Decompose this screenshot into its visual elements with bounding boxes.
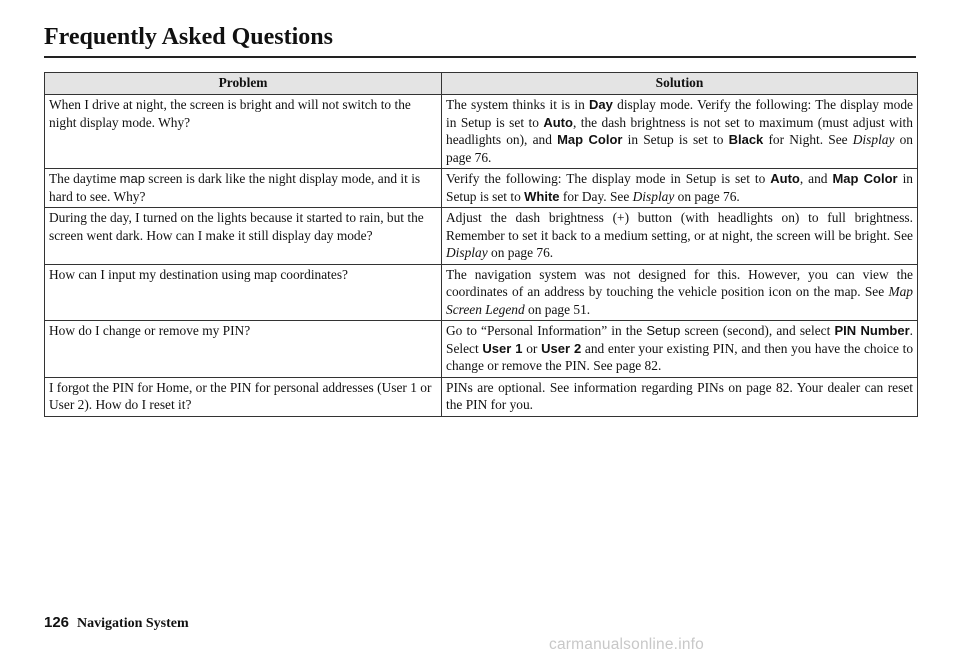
table-row — [45, 264, 918, 321]
page-footer — [44, 614, 189, 632]
solution-text: display mode. Verify the following: The display mode in Setup is set to — [446, 97, 913, 130]
cross-reference: Display — [446, 245, 488, 260]
solution-text: , and — [799, 171, 833, 186]
solution-cell — [442, 169, 918, 208]
ui-keyword: map — [119, 171, 145, 186]
solution-text: on page 51. — [524, 301, 591, 317]
table-header-row — [45, 73, 918, 95]
solution-cell — [442, 208, 918, 265]
cross-reference: Display — [852, 132, 895, 147]
table-row — [45, 169, 918, 208]
solution-text: and enter your existing PIN, and then you have the choice to change or remove the PIN. See page 82. — [446, 340, 914, 373]
solution-cell: PINs are optional. See information regarding PINs on page 82. Your dealer can reset the PIN for you. — [442, 377, 918, 416]
solution-cell — [442, 321, 918, 378]
cross-reference: Map Screen Legend — [446, 284, 913, 317]
solution-cell — [442, 264, 918, 321]
problem-text: screen is dark like the night display mode, and it is hard to see. Why? — [49, 171, 421, 204]
solution-text: in Setup is set to — [622, 132, 729, 147]
ui-keyword: User 2 — [541, 340, 582, 356]
solution-text: on page 76. — [446, 132, 913, 165]
solution-text: Go to “Personal Information” in the — [446, 323, 647, 338]
cross-reference: Display — [632, 188, 675, 204]
header-problem: Problem — [45, 73, 442, 95]
solution-text: for Night. See — [763, 132, 853, 147]
title-rule — [44, 56, 916, 58]
page-title: Frequently Asked Questions — [44, 24, 333, 50]
problem-cell: How do I change or remove my PIN? — [45, 321, 442, 378]
solution-text: . Select — [446, 323, 913, 356]
table-row — [45, 95, 918, 169]
ui-keyword: PIN Number — [834, 323, 910, 338]
ui-keyword: Map Color — [832, 171, 898, 186]
ui-keyword: Black — [728, 132, 764, 147]
watermark: carmanualsonline.info — [549, 636, 704, 653]
solution-text: The navigation system was not designed for this. However, you can view the coordinates of an address by touching the vehicle position icon on the map. See — [446, 266, 913, 299]
solution-text: Adjust the dash brightness (+) button (with headlights on) to full brightness. Remember to set it back to a medium setting, or at night, the screen will be bright. See — [446, 210, 913, 243]
ui-keyword: Setup — [646, 323, 681, 338]
solution-text: , the dash brightness is not set to maximum (must adjust with headlights on), and — [446, 114, 913, 147]
ui-keyword: Auto — [770, 171, 800, 186]
table-row — [45, 208, 918, 265]
problem-cell: During the day, I turned on the lights because it started to rain, but the screen went dark. How can I make it still display day mode? — [45, 208, 442, 265]
ui-keyword: User 1 — [482, 340, 523, 356]
table-row — [45, 321, 918, 378]
solution-text: Verify the following: The display mode in Setup is set to — [446, 171, 771, 186]
solution-text: or — [522, 340, 542, 356]
problem-cell: When I drive at night, the screen is bright and will not switch to the night display mode. Why? — [45, 95, 442, 169]
faq-table — [44, 72, 918, 417]
ui-keyword: Auto — [543, 114, 573, 130]
solution-cell — [442, 95, 918, 169]
solution-text: on page 76. — [487, 245, 554, 260]
problem-cell: I forgot the PIN for Home, or the PIN for personal addresses (User 1 or User 2). How do I reset it? — [45, 377, 442, 416]
solution-text: on page 76. — [674, 188, 740, 204]
ui-keyword: Map Color — [557, 132, 623, 147]
ui-keyword: Day — [589, 97, 613, 112]
solution-text: screen (second), and select — [680, 323, 835, 338]
solution-text: in Setup is set to — [446, 171, 913, 204]
problem-text: The daytime — [49, 171, 120, 186]
page-number: 126 — [44, 614, 70, 631]
solution-text: for Day. See — [559, 188, 633, 204]
footer-section-title: Navigation System — [77, 616, 189, 631]
problem-cell — [45, 169, 442, 208]
ui-keyword: White — [524, 188, 560, 204]
table-row — [45, 377, 918, 416]
problem-cell: How can I input my destination using map coordinates? — [45, 264, 442, 321]
header-solution: Solution — [442, 73, 918, 95]
solution-text: The system thinks it is in — [446, 97, 590, 112]
